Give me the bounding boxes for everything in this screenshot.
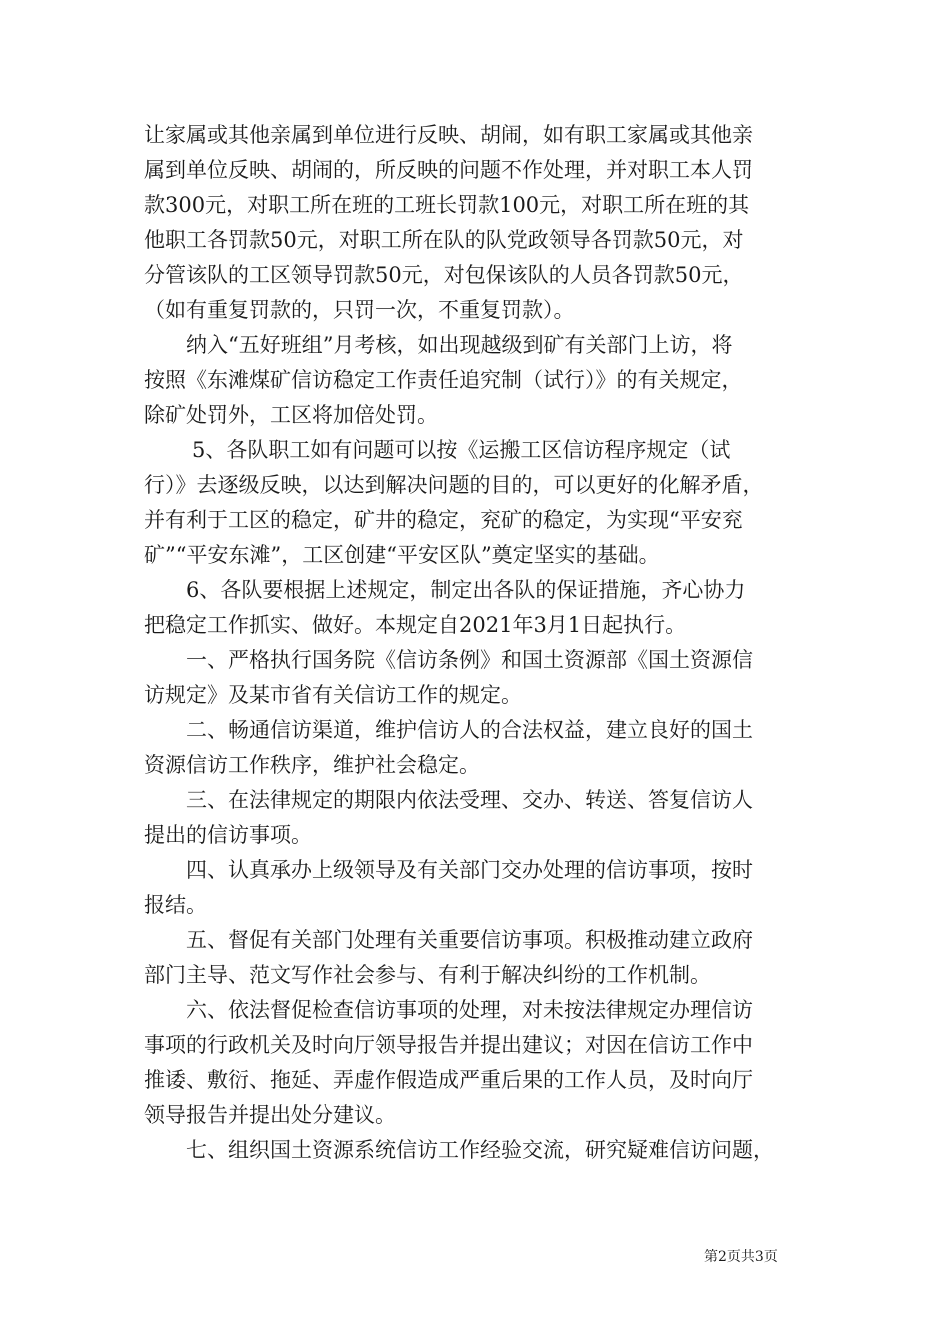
text-line: 访规定》及某市省有关信访工作的规定。 xyxy=(144,683,522,707)
text-line: 七、组织国土资源系统信访工作经验交流，研究疑难信访问题， xyxy=(186,1138,774,1162)
text-line: 六、依法督促检查信访事项的处理，对未按法律规定办理信访 xyxy=(186,998,753,1022)
text-line: 事项的行政机关及时向厅领导报告并提出建议；对因在信访工作中 xyxy=(144,1033,753,1057)
text-line: 报结。 xyxy=(144,893,207,917)
paragraph-assessment xyxy=(144,328,824,433)
text-line: 按照《东滩煤矿信访稳定工作责任追究制（试行）》的有关规定， xyxy=(144,368,743,392)
text-line: 资源信访工作秩序，维护社会稳定。 xyxy=(144,753,480,777)
text-line: 纳入“五好班组”月考核，如出现越级到矿有关部门上访，将 xyxy=(186,333,733,357)
paragraph-section-1 xyxy=(144,643,824,713)
text-line: 5、各队职工如有问题可以按《运搬工区信访程序规定（试 xyxy=(192,438,731,462)
text-line: 行）》去逐级反映，以达到解决问题的目的，可以更好的化解矛盾， xyxy=(144,473,764,497)
paragraph-section-7 xyxy=(144,1133,824,1168)
text-line: 6、各队要根据上述规定，制定出各队的保证措施，齐心协力 xyxy=(186,578,746,602)
text-line: 领导报告并提出处分建议。 xyxy=(144,1103,396,1127)
paragraph-item-5 xyxy=(144,433,824,573)
paragraph-item-6 xyxy=(144,573,824,643)
paragraph-section-5 xyxy=(144,923,824,993)
paragraph-section-4 xyxy=(144,853,824,923)
text-line: 分管该队的工区领导罚款50元，对包保该队的人员各罚款50元， xyxy=(144,263,744,287)
text-line: 把稳定工作抓实、做好。本规定自2021年3月1日起执行。 xyxy=(144,613,687,637)
text-line: 五、督促有关部门处理有关重要信访事项。积极推动建立政府 xyxy=(186,928,753,952)
paragraph-section-6 xyxy=(144,993,824,1133)
text-line: 并有利于工区的稳定，矿井的稳定，兖矿的稳定，为实现“平安兖 xyxy=(144,508,743,532)
text-line: 推诿、敷衍、拖延、弄虚作假造成严重后果的工作人员，及时向厅 xyxy=(144,1068,753,1092)
text-line: 矿”“平安东滩”，工区创建“平安区队”奠定坚实的基础。 xyxy=(144,543,660,567)
text-line: 一、严格执行国务院《信访条例》和国土资源部《国土资源信 xyxy=(186,648,753,672)
text-line: 提出的信访事项。 xyxy=(144,823,312,847)
text-line: 属到单位反映、胡闹的，所反映的问题不作处理，并对职工本人罚 xyxy=(144,158,753,182)
text-line: 三、在法律规定的期限内依法受理、交办、转送、答复信访人 xyxy=(186,788,753,812)
paragraph-penalty xyxy=(144,118,824,328)
paragraph-section-3 xyxy=(144,783,824,853)
text-line: 款300元，对职工所在班的工班长罚款100元，对职工所在班的其 xyxy=(144,193,750,217)
paragraph-section-2 xyxy=(144,713,824,783)
text-line: 除矿处罚外，工区将加倍处罚。 xyxy=(144,403,438,427)
page-number: 第2页共3页 xyxy=(704,1249,778,1265)
text-line: 二、畅通信访渠道，维护信访人的合法权益，建立良好的国土 xyxy=(186,718,753,742)
text-line: 他职工各罚款50元，对职工所在队的队党政领导各罚款50元，对 xyxy=(144,228,744,252)
text-line: 让家属或其他亲属到单位进行反映、胡闹，如有职工家属或其他亲 xyxy=(144,123,753,147)
document-body xyxy=(144,118,824,1168)
text-line: （如有重复罚款的，只罚一次，不重复罚款）。 xyxy=(144,298,575,322)
text-line: 部门主导、范文写作社会参与、有利于解决纠纷的工作机制。 xyxy=(144,963,711,987)
text-line: 四、认真承办上级领导及有关部门交办处理的信访事项，按时 xyxy=(186,858,753,882)
